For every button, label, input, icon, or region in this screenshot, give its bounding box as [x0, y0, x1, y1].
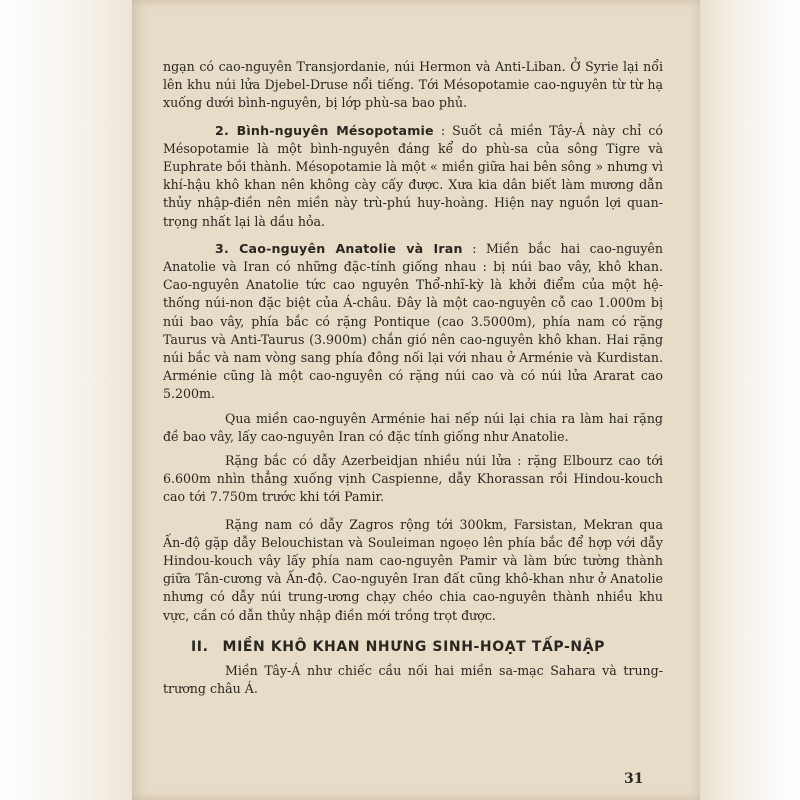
right-background — [700, 0, 800, 800]
section-II-title: II. MIỀN KHÔ KHAN NHƯNG SINH-HOẠT TẤP-NẬP — [191, 638, 606, 655]
page-text — [163, 58, 663, 699]
subsection-3-heading: 3. Cao-nguyên Anatolie và Iran — [215, 240, 463, 256]
page-number: 31 — [624, 771, 644, 787]
closing-paragraph: Miền Tây-Á như chiếc cầu nối hai miền sa-mạc Sahara và trung-trương châu Á. — [163, 663, 663, 697]
south-range-paragraph: Rặng nam có dẫy Zagros rộng tới 300km, Farsistan, Mekran qua Ấn-độ gặp dẫy Belouchistan và Souleiman ngoẹo lên phía bắc để hợp với dẫy Hindou-kouch vây lấy phía nam cao-nguyên Pamir và làm bức tường thành giữa Tân-cương và Ấn-độ. Cao-nguyên Iran đất cũng khô-khan như ở Anatolie nhưng có dẫy núi trung-ương chạy chéo chia cao-nguyên thành nhiều khu vực, cần có dẫn thủy nhập điền mới trồng trọt được. — [163, 516, 663, 623]
subsection-2-heading: 2. Bình-nguyên Mésopotamie — [215, 122, 434, 138]
intro-paragraph: ngạn có cao-nguyên Transjordanie, núi Hermon và Anti-Liban. Ở Syrie lại nổi lên khu núi lửa Djebel-Druse nổi tiếng. Tới Mésopotamie cao-nguyên từ từ hạ xuống dưới bình-nguyên, bị lớp phù-sa bao phủ. — [163, 59, 663, 111]
armenie-paragraph: Qua miền cao-nguyên Arménie hai nếp núi lại chia ra làm hai rặng đề bao vây, lấy cao-nguyên Iran có đặc tính giống như Anatolie. — [163, 410, 663, 444]
subsection-3 — [163, 240, 663, 404]
left-background — [0, 0, 132, 800]
north-range-paragraph: Rặng bắc có dẫy Azerbeidjan nhiều núi lửa : rặng Elbourz cao tới 6.600m nhìn thẳng xuống vịnh Caspienne, dẫy Khorassan rồi Hindou-kouch cao tới 7.750m trước khi tới Pamir. — [163, 453, 663, 505]
subsection-2 — [163, 122, 663, 231]
subsection-2-body: : Suốt cả miền Tây-Á này chỉ có Mésopotamie là một bình-nguyên đáng kể do phù-sa của sông Tigre và Euphrate bồi thành. Mésopotamie là một « miền giữa hai bên sông » nhưng vì khí-hậu khô khan nên không cày cấy được. Xưa kia dân biết làm mương dẫn thủy nhập-điền nên miền này trù-phú huy-hoàng. Hiện nay nguồn lợi quan-trọng nhất lại là dầu hỏa. — [163, 122, 664, 229]
subsection-3-body: : Miền bắc hai cao-nguyên Anatolie và Iran có những đặc-tính giống nhau : bị núi bao vây, khô khan. Cao-nguyên Anatolie tức cao nguyên Thổ-nhĩ-kỳ là khởi điểm của một hệ-thống núi-non đặc biệt của Á-châu. Đây là một cao-nguyên cỗ cao 1.000m bị núi bao vây, phía bắc có rặng Pontique (cao 3.5000m), phía nam có rặng Taurus và Anti-Taurus (3.900m) chắn gió nên cao-nguyên khô khan. Hai rặng núi bắc và nam vòng sang phía đông nối lại với nhau ở Arménie và Kurdistan. Arménie cũng là một cao-nguyên có rặng núi cao và có núi lửa Ararat cao 5.200m. — [163, 240, 663, 402]
